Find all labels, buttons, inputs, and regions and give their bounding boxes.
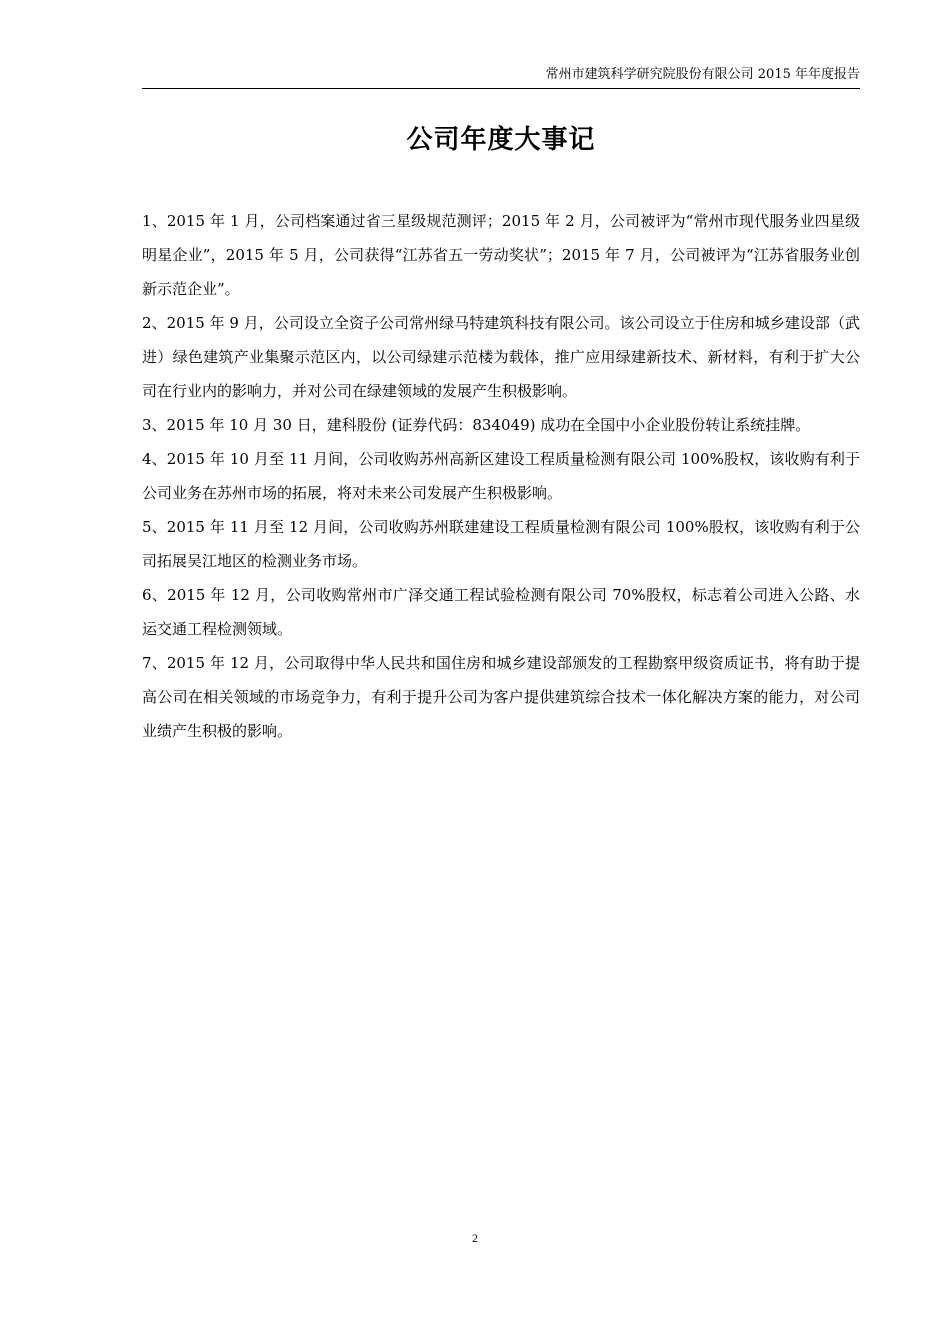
- events-list: [142, 204, 860, 748]
- event-item-1: 1、2015 年 1 月，公司档案通过省三星级规范测评；2015 年 2 月，公司被评为“常州市现代服务业四星级明星企业”，2015 年 5 月，公司获得“江苏省五一劳动奖状”；2015 年 7 月，公司被评为“江苏省服务业创新示范企业”。: [142, 212, 860, 298]
- event-item-6: 6、2015 年 12 月，公司收购常州市广泽交通工程试验检测有限公司 70%股权，标志着公司进入公路、水运交通工程检测领域。: [142, 586, 860, 638]
- event-item-4: 4、2015 年 10 月至 11 月间，公司收购苏州高新区建设工程质量检测有限公司 100%股权，该收购有利于公司业务在苏州市场的拓展，将对未来公司发展产生积极影响。: [142, 450, 860, 502]
- page-header: [142, 64, 860, 89]
- page-number: 2: [472, 1231, 478, 1245]
- event-item-3: 3、2015 年 10 月 30 日，建科股份 (证券代码：834049) 成功在全国中小企业股份转让系统挂牌。: [142, 416, 811, 434]
- page-title: 公司年度大事记: [406, 125, 596, 155]
- header-report-title: 常州市建筑科学研究院股份有限公司 2015 年年度报告: [545, 67, 860, 82]
- event-item-2: 2、2015 年 9 月，公司设立全资子公司常州绿马特建筑科技有限公司。该公司设立于住房和城乡建设部（武进）绿色建筑产业集聚示范区内，以公司绿建示范楼为载体，推广应用绿建新技术、新材料，有利于扩大公司在行业内的影响力，并对公司在绿建领域的发展产生积极影响。: [142, 314, 860, 400]
- event-item-5: 5、2015 年 11 月至 12 月间，公司收购苏州联建建设工程质量检测有限公司 100%股权，该收购有利于公司拓展吴江地区的检测业务市场。: [142, 518, 860, 570]
- event-item-7: 7、2015 年 12 月，公司取得中华人民共和国住房和城乡建设部颁发的工程勘察甲级资质证书，将有助于提高公司在相关领域的市场竞争力，有利于提升公司为客户提供建筑综合技术一体化解决方案的能力，对公司业绩产生积极的影响。: [142, 654, 860, 740]
